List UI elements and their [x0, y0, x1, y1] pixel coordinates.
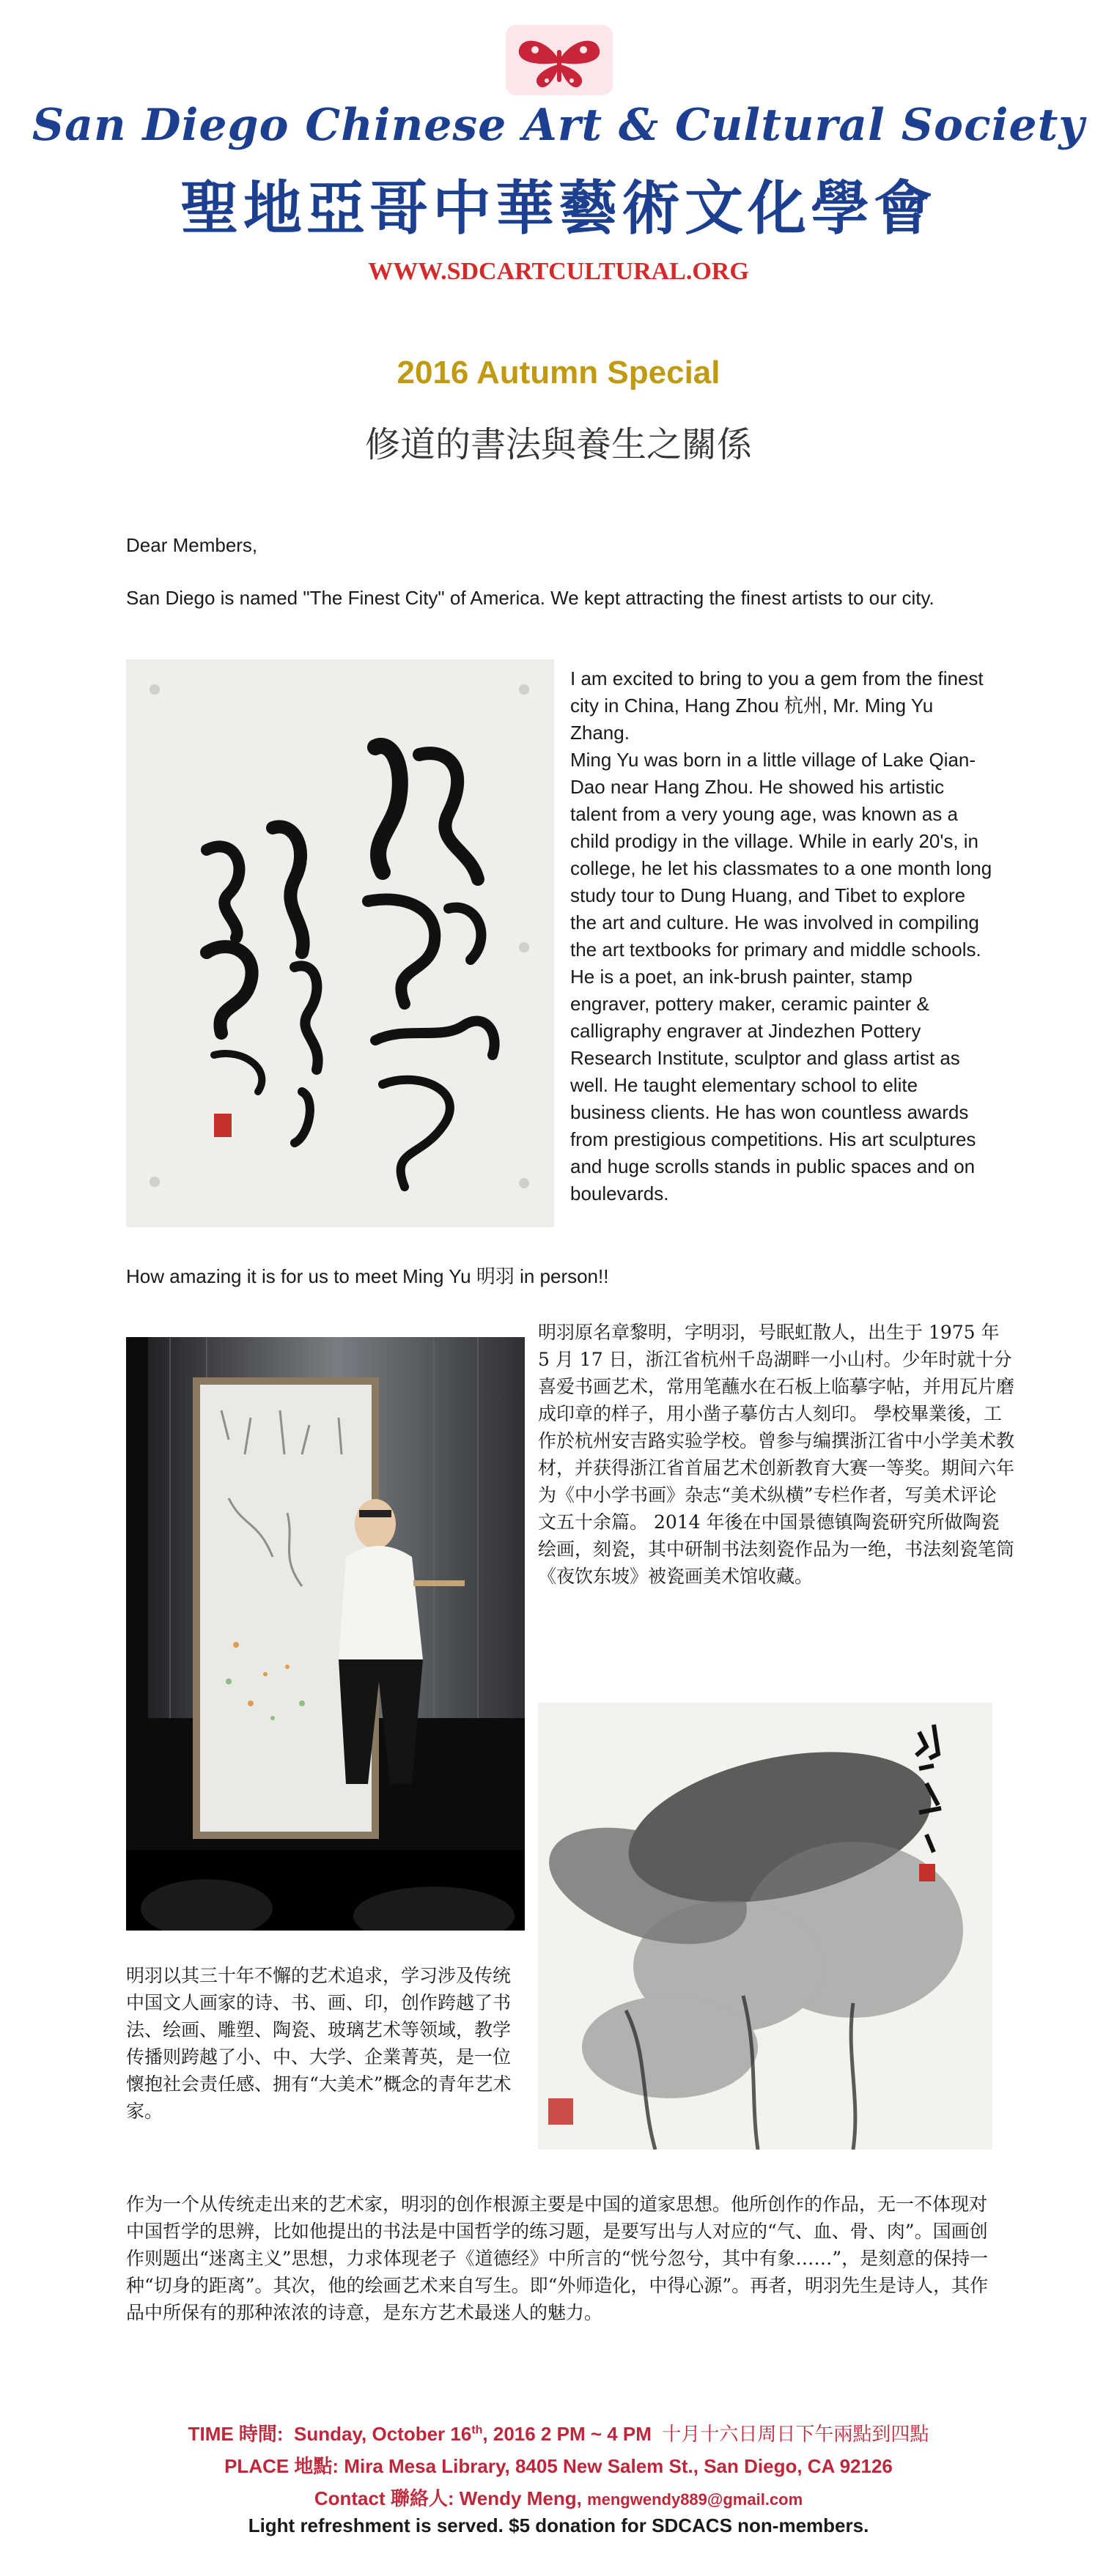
calligraphy-artwork-image [126, 659, 554, 1227]
intro-paragraph: San Diego is named "The Finest City" of America. We kept attracting the finest artists to our city. [126, 587, 934, 609]
event-place [0, 2451, 1117, 2479]
time-sup: th [471, 2424, 483, 2437]
time-value-post: , 2016 2 PM ~ 4 PM [482, 2423, 652, 2445]
event-contact [0, 2484, 1117, 2511]
greeting: Dear Members, [126, 534, 258, 556]
refreshment-note: Light refreshment is served. $5 donation for SDCACS non-members. [248, 2514, 869, 2536]
artist-bio-chinese-3: 作为一个从传统走出来的艺术家，明羽的创作根源主要是中国的道家思想。他所创作的作品，无一不体现对中国哲学的思辨，比如他提出的书法是中国哲学的练习题，是要写出与人对应的“气、血、骨、肉”。国画创作则题出“迷离主义”思想，力求体现老子《道德经》中所言的“恍兮忽兮，其中有象……”，是刻意的保持一种“切身的距离”。其次，他的绘画艺术来自写生。即“外师造化，中得心源”。再者，明羽先生是诗人，其作品中所保有的那种浓浓的诗意，是东方艺术最迷人的魅力。 [126, 2194, 989, 2323]
society-logo [506, 25, 613, 95]
org-name-chinese: 聖地亞哥中華藝術文化學會 [180, 174, 937, 243]
performance-scene [126, 1337, 525, 1931]
amazing-line: How amazing it is for us to meet Ming Yu 明羽 in person!! [126, 1265, 609, 1287]
butterfly-logo-icon [506, 25, 613, 95]
place-value: Mira Mesa Library, 8405 New Salem St., San Diego, CA 92126 [344, 2455, 893, 2477]
place-label: PLACE 地點: [224, 2455, 339, 2477]
time-zh: 十月十六日周日下午兩點到四點 [662, 2424, 929, 2446]
website-link[interactable]: WWW.SDCARTCULTURAL.ORG [368, 258, 749, 285]
lotus-painting-image [538, 1703, 992, 2150]
contact-name: Wendy Meng, [459, 2487, 582, 2509]
event-subtitle: 修道的書法與養生之關係 [364, 424, 752, 465]
org-name-english: San Diego Chinese Art & Cultural Society [32, 100, 1085, 151]
artist-bio-english: I am excited to bring to you a gem from the finest city in China, Hang Zhou 杭州, Mr. Ming Yu Zhang. Ming Yu was born in a little village of Lake Qian-Dao near Hang Zhou. He showed his artistic talent from a very young age, was known as a child prodigy in the village. While in early 20's, in college, he let his classmates to a one month long study tour to Dung Huang, and Tibet to explore the art and culture. He was involved in compiling the art textbooks for primary and middle schools. He is a poet, an ink-brush painter, stamp engraver, pottery maker, ceramic painter & calligraphy engraver at Jindezhen Pottery Research Institute, sculptor and glass artist as well. He taught elementary school to elite business clients. He has won countless awards from prestigious competitions. His art sculptures and huge scrolls stands in public spaces and on boulevards. [570, 667, 992, 1204]
artist-bio-chinese-1: 明羽原名章黎明，字明羽，号眠虹散人，出生于 1975 年 5 月 17 日，浙江省杭州千岛湖畔一小山村。少年时就十分喜爱书画艺术，常用笔蘸水在石板上临摹字帖，并用瓦片磨成印章的样子，用小凿子摹仿古人刻印。 學校畢業後，工作於杭州安吉路实验学校。曾参与编撰浙江省中小学美术教材，并获得浙江省首届艺术创新教育大赛一等奖。期间六年为《中小学书画》杂志“美术纵横”专栏作者，写美术评论文五十余篇。 2014 年後在中国景德镇陶瓷研究所做陶瓷绘画，刻瓷，其中研制书法刻瓷作品为一绝，书法刻瓷笔筒《夜饮东坡》被瓷画美术馆收藏。 [538, 1322, 1015, 1587]
calligraphy-brush-strokes [126, 659, 554, 1227]
performance-photo [126, 1337, 525, 1931]
contact-email[interactable]: mengwendy889@gmail.com [587, 2490, 803, 2509]
contact-label: Contact 聯絡人: [314, 2487, 454, 2509]
time-label: TIME 時間: [188, 2423, 284, 2445]
time-value-pre: Sunday, October 16 [294, 2423, 472, 2445]
event-title: 2016 Autumn Special [397, 355, 720, 391]
lotus-ink-painting [538, 1703, 992, 2150]
event-time [0, 2419, 1117, 2446]
artist-bio-chinese-2: 明羽以其三十年不懈的艺术追求，学习涉及传统中国文人画家的诗、书、画、印，创作跨越了书法、绘画、雕塑、陶瓷、玻璃艺术等领域，教学传播则跨越了小、中、大学、企業菁英，是一位懷抱社会责任感、拥有“大美术”概念的青年艺术家。 [126, 1965, 512, 2122]
